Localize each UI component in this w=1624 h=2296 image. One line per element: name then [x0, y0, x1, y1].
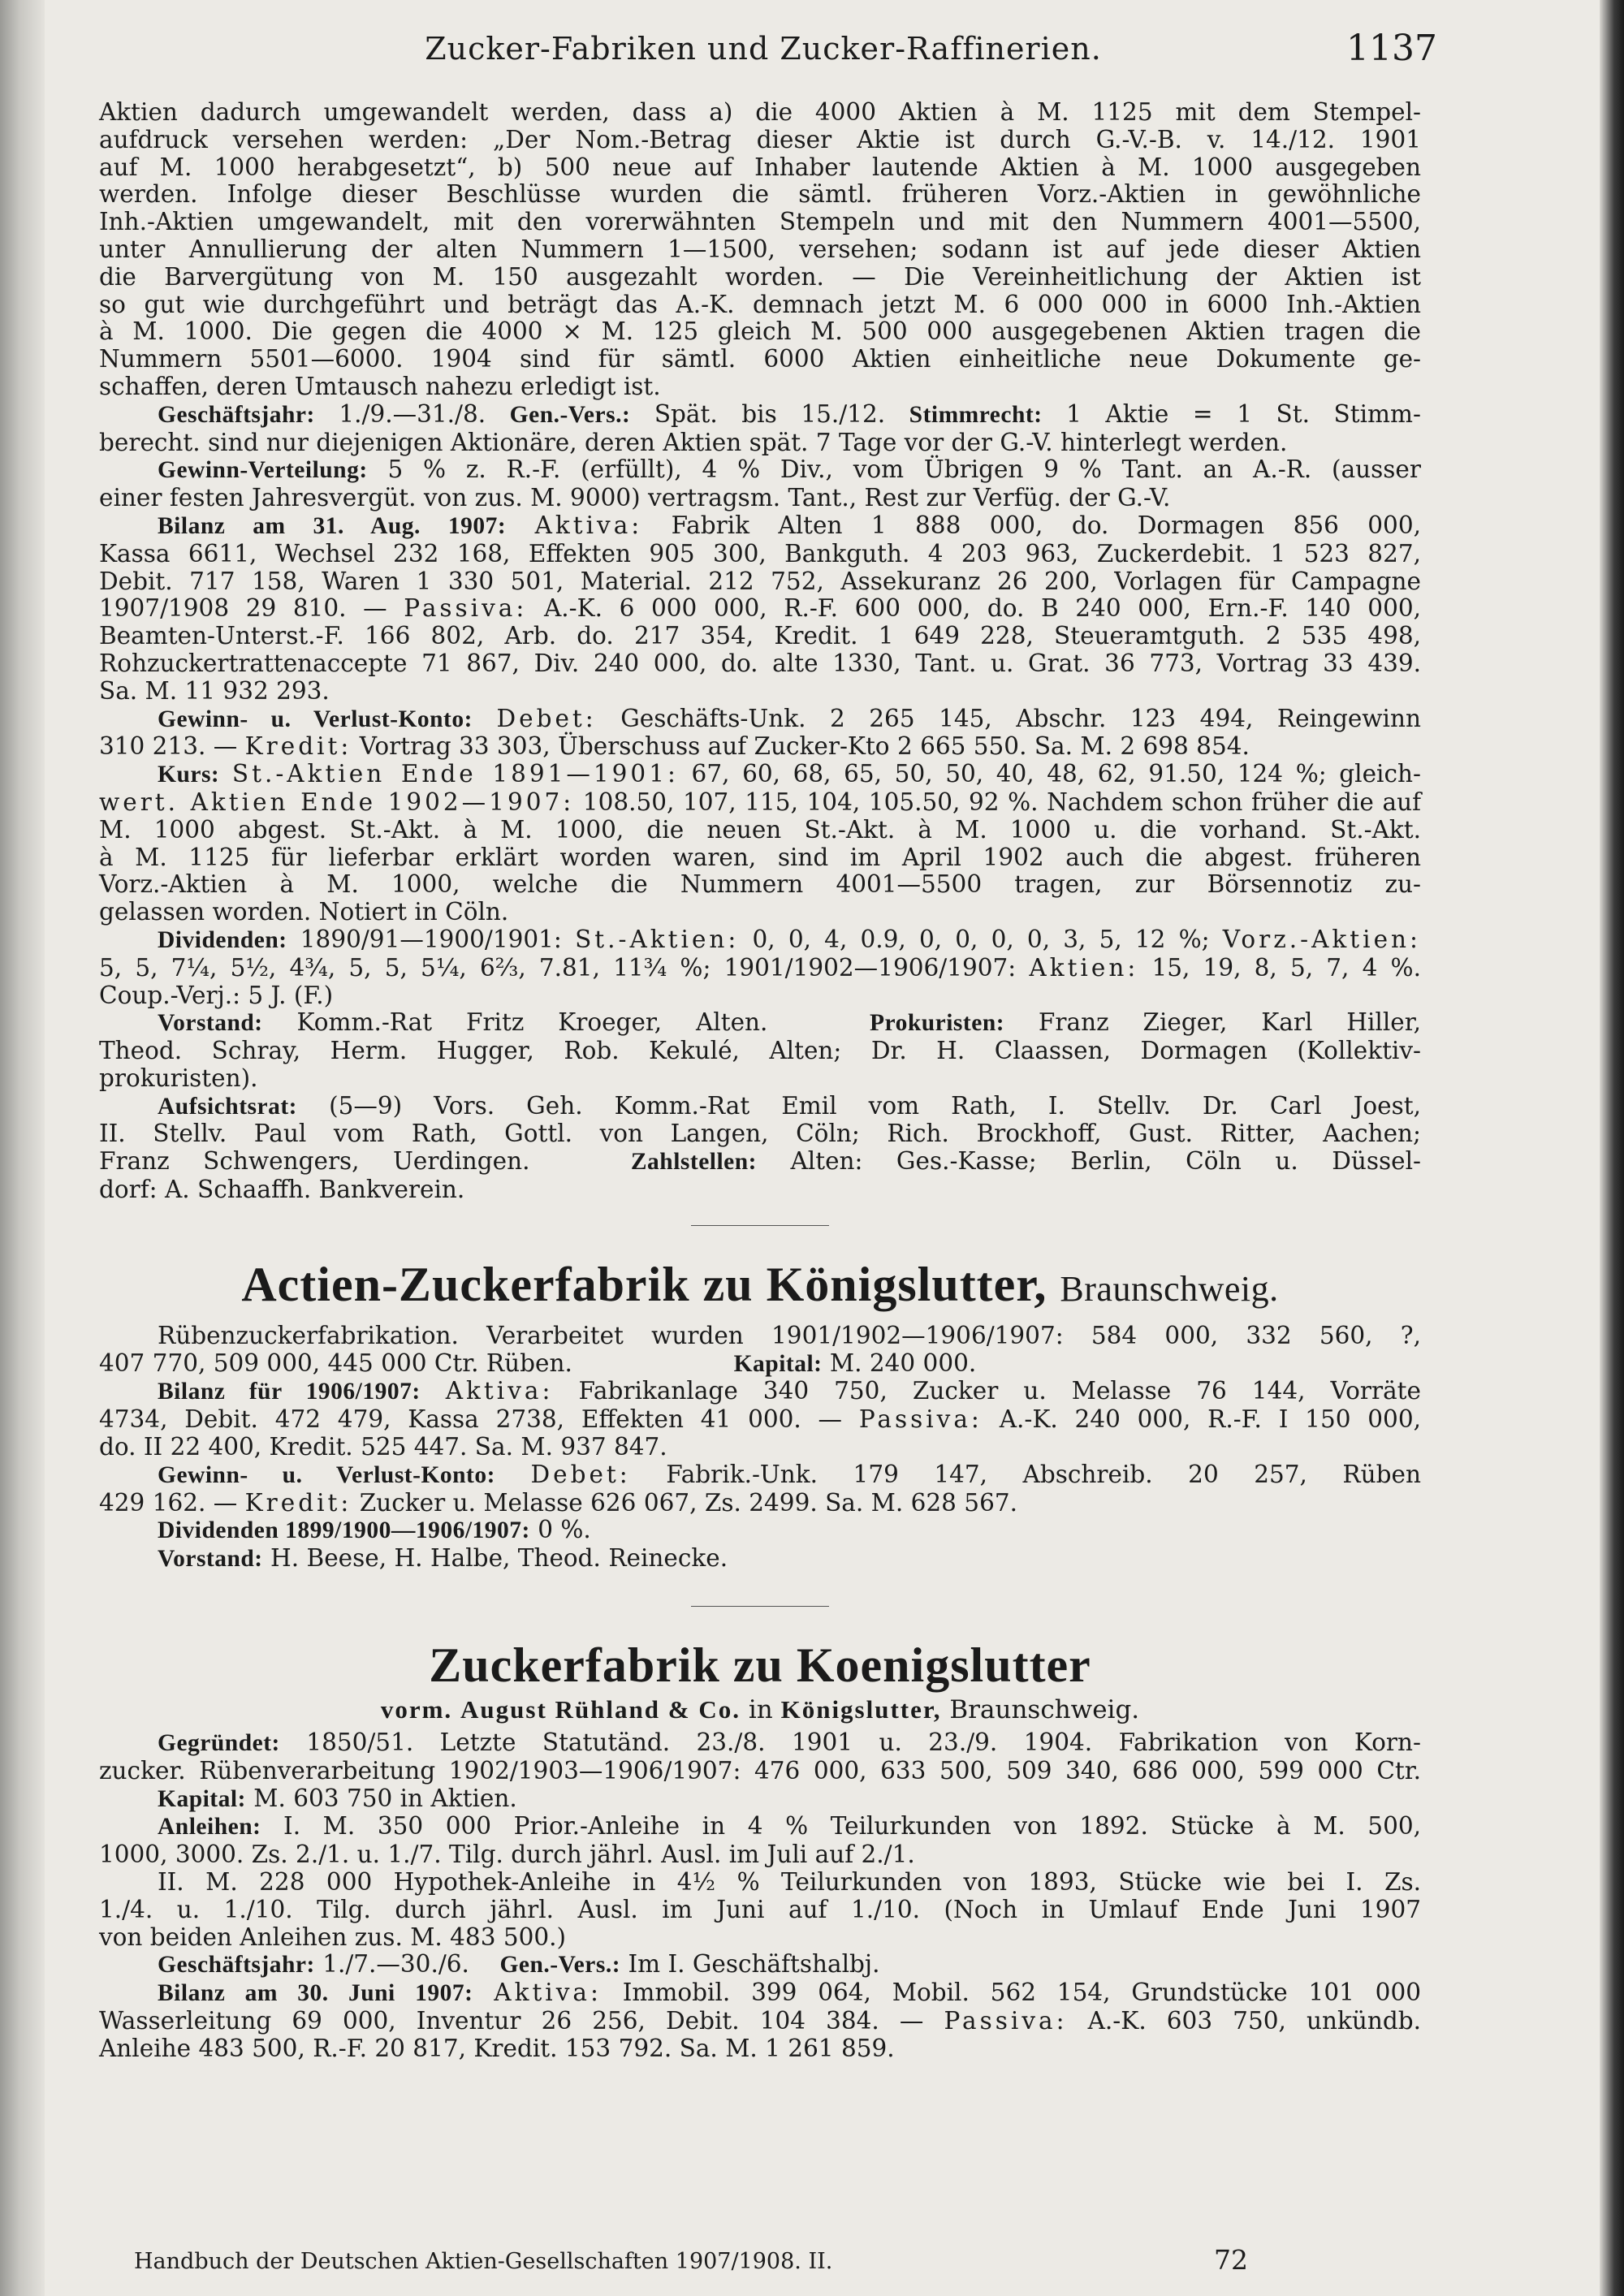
field-value: (5—9) Vors. Geh. Komm.-Rat Emil vom Rath, I. Stellv. Dr. Carl Joest,: [329, 1091, 1421, 1120]
text-line: Sa. M. 11 932 293.: [99, 676, 330, 705]
text-line: aufdruck versehen werden: „Der Nom.-Betrag dieser Aktie ist durch G.-V.-B. v. 14./12. 1901: [99, 125, 1421, 153]
text-line: auf M. 1000 herabgesetzt“, b) 500 neue auf Inhaber lautende Aktien à M. 1000 ausgegeben: [99, 153, 1421, 181]
field-key: Kurs:: [158, 762, 220, 788]
text-line: Beamten-Unterst.-F. 166 802, Arb. do. 217 354, Kredit. 1 649 228, Steueramtguth. 2 535 498,: [99, 622, 1421, 650]
text-line: [99, 1350, 1421, 1379]
text-line: unter Annullierung der alten Nummern 1—1500, versehen; sodann ist auf jede dieser Aktien: [99, 235, 1421, 263]
bilanz-paragraph: [99, 512, 1421, 706]
passiva-label: Passiva:: [404, 594, 528, 623]
field-value: Immobil. 399 064, Mobil. 562 154, Grundstücke 101 000: [622, 1979, 1421, 2007]
field-value: H. Beese, H. Halbe, Theod. Reinecke.: [270, 1544, 728, 1573]
text-line: Anleihe 483 500, R.-F. 20 817, Kredit. 153 792. Sa. M. 1 261 859.: [99, 2034, 895, 2062]
text-line: [99, 2008, 1421, 2035]
field-key: Kapital:: [733, 1350, 823, 1377]
field-value: 1 Aktie = 1 St. Stimm-: [1066, 399, 1421, 428]
field-value: 1890/91—1900/1901:: [300, 925, 562, 953]
text-line: Inh.-Aktien umgewandelt, mit den vorerwähnten Stempeln und mit den Nummern 4001—5500,: [99, 208, 1421, 236]
text-line: [99, 1093, 1421, 1121]
debet-label: Debet:: [530, 1460, 631, 1488]
kurs-paragraph: [99, 761, 1421, 926]
field-value: 0 %.: [538, 1516, 591, 1544]
text-line: Nummern 5501—6000. 1904 sind für sämtl. 6000 Aktien einheitliche neue Dokumente ge-: [99, 345, 1421, 373]
field-value: Wasserleitung 69 000, Inventur 26 256, Debit. 104 384. —: [99, 2007, 924, 2035]
field-key: Bilanz am 31. Aug. 1907:: [158, 512, 507, 539]
field-label: Vorz.-Aktien:: [1222, 925, 1421, 953]
kredit-label: Kredit:: [244, 1488, 352, 1517]
text-line: Rübenzuckerfabrikation. Verarbeitet wurden 1901/1902—1906/1907: 584 000, 332 560, ?,: [158, 1321, 1421, 1349]
text-line: [99, 1785, 1421, 1814]
text-line: zucker. Rübenverarbeitung 1902/1903—1906/1907: 476 000, 633 500, 509 340, 686 000, 599 000 Ctr.: [99, 1756, 1421, 1785]
field-key: Prokuristen:: [869, 1010, 1005, 1037]
text-line: werden. Infolge dieser Beschlüsse wurden die sämtl. früheren Vorz.-Aktien in gewöhnliche: [99, 180, 1421, 209]
text-line: [99, 456, 1421, 485]
field-label: St.-Aktien Ende 1891—1901:: [231, 760, 679, 788]
text-line: [99, 1545, 1421, 1573]
running-title: Zucker-Fabriken und Zucker-Raffinerien.: [425, 31, 1102, 67]
field-key: Vorstand:: [158, 1546, 263, 1573]
field-value: 108.50, 107, 115, 104, 105.50, 92 %. Nachdem schon früher die auf: [582, 788, 1421, 816]
field-value: A.-K. 6 000 000, R.-F. 600 000, do. B 240 000, Ern.-F. 140 000,: [543, 594, 1421, 623]
text-line: [99, 1406, 1421, 1434]
field-value: Franz Schwengers, Uerdingen.: [99, 1147, 530, 1176]
aktiva-label: Aktiva:: [445, 1377, 554, 1405]
text-line: dorf: A. Schaaffh. Bankverein.: [99, 1176, 465, 1204]
text-line: berecht. sind nur diejenigen Aktionäre, deren Aktien spät. 7 Tage vor der G.-V. hinterlegt werden.: [99, 428, 1288, 456]
subtitle-part: vorm.: [380, 1695, 453, 1724]
text-line: à M. 1125 für lieferbar erklärt worden waren, sind im April 1902 auch die abgest. früheren: [99, 843, 1421, 871]
field-value: Fabrikanlage 340 750, Zucker u. Melasse 76 144, Vorräte: [578, 1377, 1421, 1405]
text-line: Debit. 717 158, Waren 1 330 501, Material. 212 752, Assekuranz 26 200, Vorlagen für Campagne: [99, 567, 1421, 595]
text-line: [99, 761, 1421, 789]
section-continued-entry: [99, 99, 1421, 1204]
field-key: Vorstand:: [158, 1010, 263, 1037]
text-line: [99, 926, 1421, 955]
field-value: 429 162. —: [99, 1488, 238, 1517]
gewinn-verteilung-paragraph: [99, 456, 1421, 512]
field-label: wert. Aktien Ende 1902—1907:: [99, 788, 575, 816]
field-value: 1./7.—30./6.: [322, 1950, 469, 1979]
field-value: 67, 60, 68, 65, 50, 50, 40, 48, 62, 91.50, 124 %; gleich-: [691, 760, 1421, 788]
text-line: 1./4. u. 1./10. Tilg. durch jährl. Ausl. im Juni auf 1./10. (Noch in Umlauf Ende Juni 1907: [99, 1895, 1421, 1923]
text-line: [99, 1951, 1421, 1979]
text-line: [99, 512, 1421, 541]
text-line: [99, 595, 1421, 623]
section-divider: [691, 1606, 829, 1607]
section-zuckerfabrik-koenigslutter: [99, 1638, 1421, 2063]
text-line: so gut wie durchgeführt und beträgt das A.-K. demnach jetzt M. 6 000 000 in 6000 Inh.-Aktien: [99, 290, 1421, 318]
text-line: Rohzuckertrattenaccepte 71 867, Div. 240 000, do. alte 1330, Tant. u. Grat. 36 773, Vortrag 33 439.: [99, 649, 1421, 677]
field-value: M. 240 000.: [829, 1349, 977, 1377]
text-line: gelassen worden. Notiert in Cöln.: [99, 898, 509, 926]
field-value: 0, 0, 4, 0.9, 0, 0, 0, 0, 3, 5, 12 %;: [752, 925, 1210, 953]
text-line: [99, 706, 1421, 734]
page-right-edge: [1600, 0, 1624, 2296]
text-line: prokuristen).: [99, 1064, 258, 1092]
field-value: 5, 5, 7¼, 5½, 4¾, 5, 5, 5¼, 6⅔, 7.81, 11¾ %; 1901/1902—1906/1907:: [99, 953, 1017, 982]
field-value: Komm.-Rat Fritz Kroeger, Alten.: [296, 1008, 768, 1037]
text-line: [99, 401, 1421, 429]
field-value: Fabrik Alten 1 888 000, do. Dormagen 856 000,: [671, 511, 1421, 539]
text-line: [99, 955, 1421, 982]
text-line: [99, 1729, 1421, 1758]
text-line: [99, 1148, 1421, 1176]
field-key: Dividenden 1899/1900—1906/1907:: [158, 1517, 530, 1544]
text-line: Theod. Schray, Herm. Hugger, Rob. Kekulé, Alten; Dr. H. Claassen, Dormagen (Kollektiv-: [99, 1037, 1421, 1065]
passiva-label: Passiva:: [858, 1405, 983, 1434]
field-label: St.-Aktien:: [575, 925, 740, 953]
text-line: do. II 22 400, Kredit. 525 447. Sa. M. 937 847.: [99, 1433, 667, 1461]
field-key: Kapital:: [158, 1785, 246, 1812]
text-line: 1000, 3000. Zs. 2./1. u. 1./7. Tilg. durch jährl. Ausl. im Juli auf 2./1.: [99, 1841, 915, 1869]
field-key: Bilanz am 30. Juni 1907:: [158, 1980, 473, 2007]
vorstand-paragraph: [99, 1009, 1421, 1092]
field-value: Alten: Ges.-Kasse; Berlin, Cöln u. Düssel-: [790, 1147, 1421, 1176]
field-key: Geschäftsjahr:: [158, 401, 315, 428]
footer-text: Handbuch der Deutschen Aktien-Gesellschaften 1907/1908. II.: [134, 2249, 833, 2274]
field-key: Aufsichtsrat:: [158, 1093, 298, 1120]
field-key: Gewinn-Verteilung:: [158, 457, 368, 484]
text-line: II. M. 228 000 Hypothek-Anleihe in 4½ % Teilurkunden von 1893, Stücke wie bei I. Zs.: [158, 1868, 1421, 1897]
field-key: Dividenden:: [158, 926, 287, 953]
intro-paragraph: [99, 99, 1421, 401]
text-line: die Barvergütung von M. 150 ausgezahlt worden. — Die Vereinheitlichung der Aktien ist: [99, 262, 1421, 291]
text-line: [99, 1517, 1421, 1545]
text-line: [99, 1378, 1421, 1406]
text-line: einer festen Jahresvergüt. von zus. M. 9000) vertragsm. Tant., Rest zur Verfüg. der G.-V.: [99, 484, 1171, 512]
text-line: Aktien dadurch umgewandelt werden, dass a) die 4000 Aktien à M. 1125 mit dem Stempel-: [99, 98, 1421, 126]
text-line: à M. 1000. Die gegen die 4000 × M. 125 gleich M. 500 000 ausgegebenen Aktien tragen die: [99, 317, 1421, 346]
field-key: Gewinn- u. Verlust-Konto:: [158, 1461, 495, 1488]
page-content: [99, 99, 1421, 2063]
field-value: Spät. bis 15./12.: [654, 399, 886, 428]
field-key: Gewinn- u. Verlust-Konto:: [158, 706, 473, 732]
passiva-label: Passiva:: [944, 2007, 1068, 2035]
field-key: Bilanz für 1906/1907:: [158, 1379, 421, 1405]
company-place: Königslutter,: [780, 1695, 942, 1724]
text-line: Coup.-Verj.: 5 J. (F.): [99, 981, 334, 1009]
field-value: Im I. Geschäftshalbj.: [628, 1950, 880, 1979]
text-line: [99, 1009, 1421, 1038]
text-line: [99, 789, 1421, 817]
geschaeftsjahr-paragraph: [99, 401, 1421, 457]
field-value: 1850/51. Letzte Statutänd. 23./8. 1901 u. 23./9. 1904. Fabrikation von Korn-: [306, 1728, 1421, 1757]
field-key: Gen.-Vers.:: [509, 401, 631, 428]
field-key: Geschäftsjahr:: [158, 1952, 315, 1979]
former-company-name: August Rühland & Co.: [460, 1695, 741, 1724]
text-line: II. Stellv. Paul vom Rath, Gottl. von Langen, Cöln; Rich. Brockhoff, Gust. Ritter, Aachen;: [99, 1120, 1421, 1148]
company-location: Braunschweig.: [1060, 1268, 1279, 1309]
text-line: von beiden Anleihen zus. M. 483 500.): [99, 1923, 567, 1951]
field-value: 1907/1908 29 810. —: [99, 594, 387, 623]
field-value: Franz Zieger, Karl Hiller,: [1038, 1008, 1421, 1037]
field-key: Zahlstellen:: [630, 1149, 758, 1176]
text-line: [99, 1979, 1421, 2008]
field-value: 15, 19, 8, 5, 7, 4 %.: [1151, 953, 1421, 982]
text-line: Kassa 6611, Wechsel 232 168, Effekten 905 300, Bankguth. 4 203 963, Zuckerdebit. 1 523 827,: [99, 539, 1421, 568]
dividenden-paragraph: [99, 926, 1421, 1009]
aktiva-label: Aktiva:: [494, 1979, 602, 2007]
field-value: A.-K. 603 750, unkündb.: [1087, 2007, 1421, 2035]
company-name: Actien-Zuckerfabrik zu Königslutter,: [241, 1257, 1047, 1311]
field-key: Anleihen:: [158, 1814, 261, 1841]
aufsichtsrat-paragraph: [99, 1093, 1421, 1204]
text-line: schaffen, deren Umtausch nahezu erledigt ist.: [99, 372, 661, 400]
field-value: Vortrag 33 303, Überschuss auf Zucker-Kto 2 665 550. Sa. M. 2 698 854.: [359, 732, 1250, 761]
text-line: [99, 1490, 1421, 1517]
kredit-label: Kredit:: [244, 732, 352, 761]
field-value: 1./9.—31./8.: [339, 399, 486, 428]
text-line: [99, 733, 1421, 761]
page-left-edge: [0, 0, 45, 2296]
field-value: Zucker u. Melasse 626 067, Zs. 2499. Sa. M. 628 567.: [359, 1488, 1017, 1517]
section-divider: [691, 1225, 829, 1226]
field-value: 407 770, 509 000, 445 000 Ctr. Rüben.: [99, 1349, 572, 1377]
company-title: [99, 1257, 1421, 1313]
field-key: Stimmrecht:: [909, 401, 1043, 428]
company-title: Zuckerfabrik zu Koenigslutter: [429, 1638, 1091, 1693]
page-header: [97, 28, 1437, 80]
page-footer: [134, 2244, 1271, 2276]
field-value: I. M. 350 000 Prior.-Anleihe in 4 % Teilurkunden von 1892. Stücke à M. 500,: [283, 1812, 1421, 1841]
field-key: Gegründet:: [158, 1730, 280, 1757]
signature-mark: 72: [1214, 2244, 1248, 2276]
company-subtitle: [99, 1695, 1421, 1724]
field-value: M. 603 750 in Aktien.: [253, 1784, 517, 1812]
company-location: Braunschweig.: [949, 1695, 1140, 1725]
field-value: A.-K. 240 000, R.-F. I 150 000,: [999, 1405, 1421, 1434]
text-line: Vorz.-Aktien à M. 1000, welche die Nummern 4001—5500 tragen, zur Börsennotiz zu-: [99, 870, 1421, 899]
field-value: 310 213. —: [99, 732, 238, 761]
aktiva-label: Aktiva:: [534, 511, 643, 539]
subtitle-part: in: [748, 1695, 773, 1725]
field-value: Fabrik.-Unk. 179 147, Abschreib. 20 257, Rüben: [666, 1460, 1421, 1488]
guv-paragraph: [99, 706, 1421, 762]
field-value: 4734, Debit. 472 479, Kassa 2738, Effekten 41 000. —: [99, 1405, 843, 1434]
debet-label: Debet:: [496, 704, 597, 732]
field-label: Aktien:: [1029, 953, 1139, 982]
field-key: Gen.-Vers.:: [499, 1952, 621, 1979]
page-number: 1137: [1346, 28, 1437, 69]
text-line: [99, 1461, 1421, 1490]
text-line: M. 1000 abgest. St.-Akt. à M. 1000, die neuen St.-Akt. à M. 1000 u. die vorhand. St.-Akt.: [99, 815, 1421, 844]
section-actien-zuckerfabrik: [99, 1257, 1421, 1573]
field-value: Geschäfts-Unk. 2 265 145, Abschr. 123 494, Reingewinn: [620, 704, 1421, 732]
text-line: [99, 1813, 1421, 1841]
field-value: 5 % z. R.-F. (erfüllt), 4 % Div., vom Übrigen 9 % Tant. an A.-R. (ausser: [387, 455, 1421, 484]
